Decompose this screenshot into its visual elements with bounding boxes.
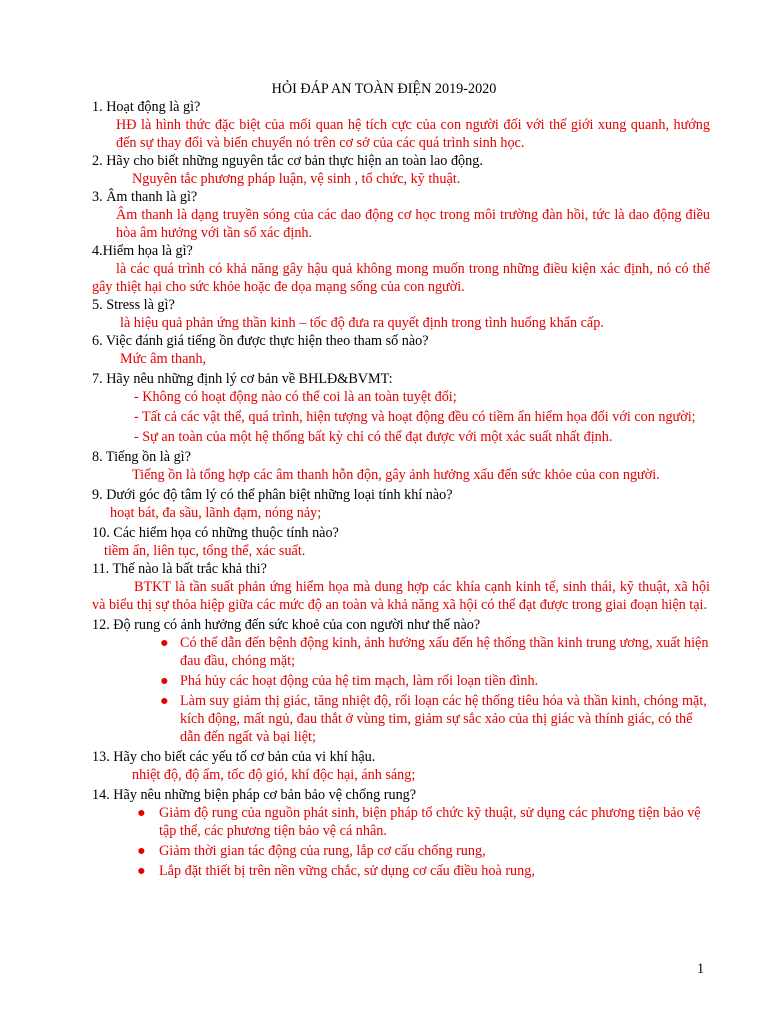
page-number: 1 [697,961,705,977]
question-9: 9. Dưới góc độ tâm lý có thể phân biệt những loại tính khí nào? [92,487,453,503]
answer-3: Âm thanh là dạng truyền sóng của các dao động cơ học trong môi trường đàn hồi, tức là dao động điều hòa âm hưởng với tần số xác định. [116,207,710,241]
answer-1: HĐ là hình thức đặc biệt của mối quan hệ tích cực của con người đối với thế giới xung quanh, hướng đến sự thay đổi và biến chuyển nó trên cơ sở của các quá trình sinh học. [116,117,710,151]
document-title: HỎI ĐÁP AN TOÀN ĐIỆN 2019-2020 [271,81,497,97]
answer-9: hoạt bát, đa sầu, lãnh đạm, nóng nảy; [110,505,322,521]
list-item: ● Lắp đặt thiết bị trên nền vững chắc, sử dụng cơ cấu điều hoà rung, [137,863,535,879]
question-11: 11. Thế nào là bất trắc khả thi? [92,561,267,577]
answer-7-line-2: - Tất cả các vật thể, quá trình, hiện tượng và hoạt động đều có tiềm ẩn hiểm họa đối với con người; [134,409,696,425]
question-1: 1. Hoạt động là gì? [92,99,201,115]
question-7: 7. Hãy nêu những định lý cơ bản về BHLĐ&BVMT: [92,371,393,387]
list-item: ● Làm suy giảm thị giác, tăng nhiệt độ, rối loạn các hệ thống tiêu hóa và thần kinh, chóng mặt, kích động, mất ngủ, đau thắt ở vùng tim, giảm sự sắc xảo của thị giác và thính giác, có thể dẫn đến ngất và bại liệt; [160,693,707,745]
question-4: 4.Hiểm họa là gì? [92,243,193,259]
qa-list [92,98,710,882]
question-6: 6. Việc đánh giá tiếng ồn được thực hiện theo tham số nào? [92,333,429,349]
question-10: 10. Các hiểm họa có những thuộc tính nào? [92,525,339,541]
answer-4: là các quá trình có khả năng gây hậu quả không mong muốn trong những điều kiện xác định, nó có thể gây thiệt hại cho sức khỏe hoặc đe dọa mạng sống của con người. [92,261,710,295]
answer-12-list [92,634,710,746]
answer-6: Mức âm thanh, [120,351,207,367]
bullet-dot-icon: ● [137,843,146,859]
answer-10: tiềm ẩn, liên tục, tổng thể, xác suất. [104,543,306,559]
answer-5: là hiệu quả phản ứng thần kinh – tốc độ đưa ra quyết định trong tình huống khẩn cấp. [120,315,604,331]
bullet-dot-icon: ● [160,635,169,651]
bullet-dot-icon: ● [160,673,169,689]
list-item: ● Giảm độ rung của nguồn phát sinh, biện pháp tổ chức kỹ thuật, sử dụng các phương tiện bảo vệ tập thể, các phương tiện bảo vệ cá nhân. [137,805,701,839]
list-item: ● Có thể dẫn đến bệnh động kinh, ảnh hưởng xấu đến hệ thống thần kinh trung ương, xuất hiện đau đầu, chóng mặt; [160,635,709,669]
bullet-dot-icon: ● [160,693,169,709]
question-2: 2. Hãy cho biết những nguyên tắc cơ bản thực hiện an toàn lao động. [92,153,483,169]
list-item: ● Giảm thời gian tác động của rung, lắp cơ cấu chống rung, [137,843,486,859]
question-5: 5. Stress là gì? [92,297,175,313]
question-3: 3. Âm thanh là gì? [92,189,198,205]
question-14: 14. Hãy nêu những biện pháp cơ bản bảo vệ chống rung? [92,787,417,803]
answer-2: Nguyên tắc phương pháp luận, vệ sinh , tổ chức, kỹ thuật. [132,171,461,187]
answer-7-line-3: - Sự an toàn của một hệ thống bất kỳ chỉ có thể đạt được với một xác suất nhất định. [134,429,613,445]
question-12: 12. Độ rung có ảnh hưởng đến sức khoẻ của con người như thế nào? [92,617,481,633]
question-13: 13. Hãy cho biết các yếu tố cơ bản của vi khí hậu. [92,749,376,765]
answer-13: nhiệt độ, độ ẩm, tốc độ gió, khí độc hại, ánh sáng; [132,767,416,783]
answer-7-line-1: - Không có hoạt động nào có thể coi là an toàn tuyệt đối; [134,389,457,405]
list-item: ● Phá hủy các hoạt động của hệ tim mạch, làm rối loạn tiền đình. [160,673,539,689]
bullet-dot-icon: ● [137,863,146,879]
answer-8: Tiếng ồn là tổng hợp các âm thanh hỗn độn, gây ảnh hưởng xấu đến sức khỏe của con người. [132,467,660,483]
question-8: 8. Tiếng ồn là gì? [92,449,191,465]
answer-11: BTKT là tần suất phản ứng hiểm họa mà dung hợp các khía cạnh kinh tế, sinh thái, kỹ thuật, xã hội và biểu thị sự thỏa hiệp giữa các mức độ an toàn và khả năng xã hội có thể đạt được trong giai đoạn hiện tại. [92,579,710,613]
answer-14-list [92,804,710,880]
bullet-dot-icon: ● [137,805,146,821]
